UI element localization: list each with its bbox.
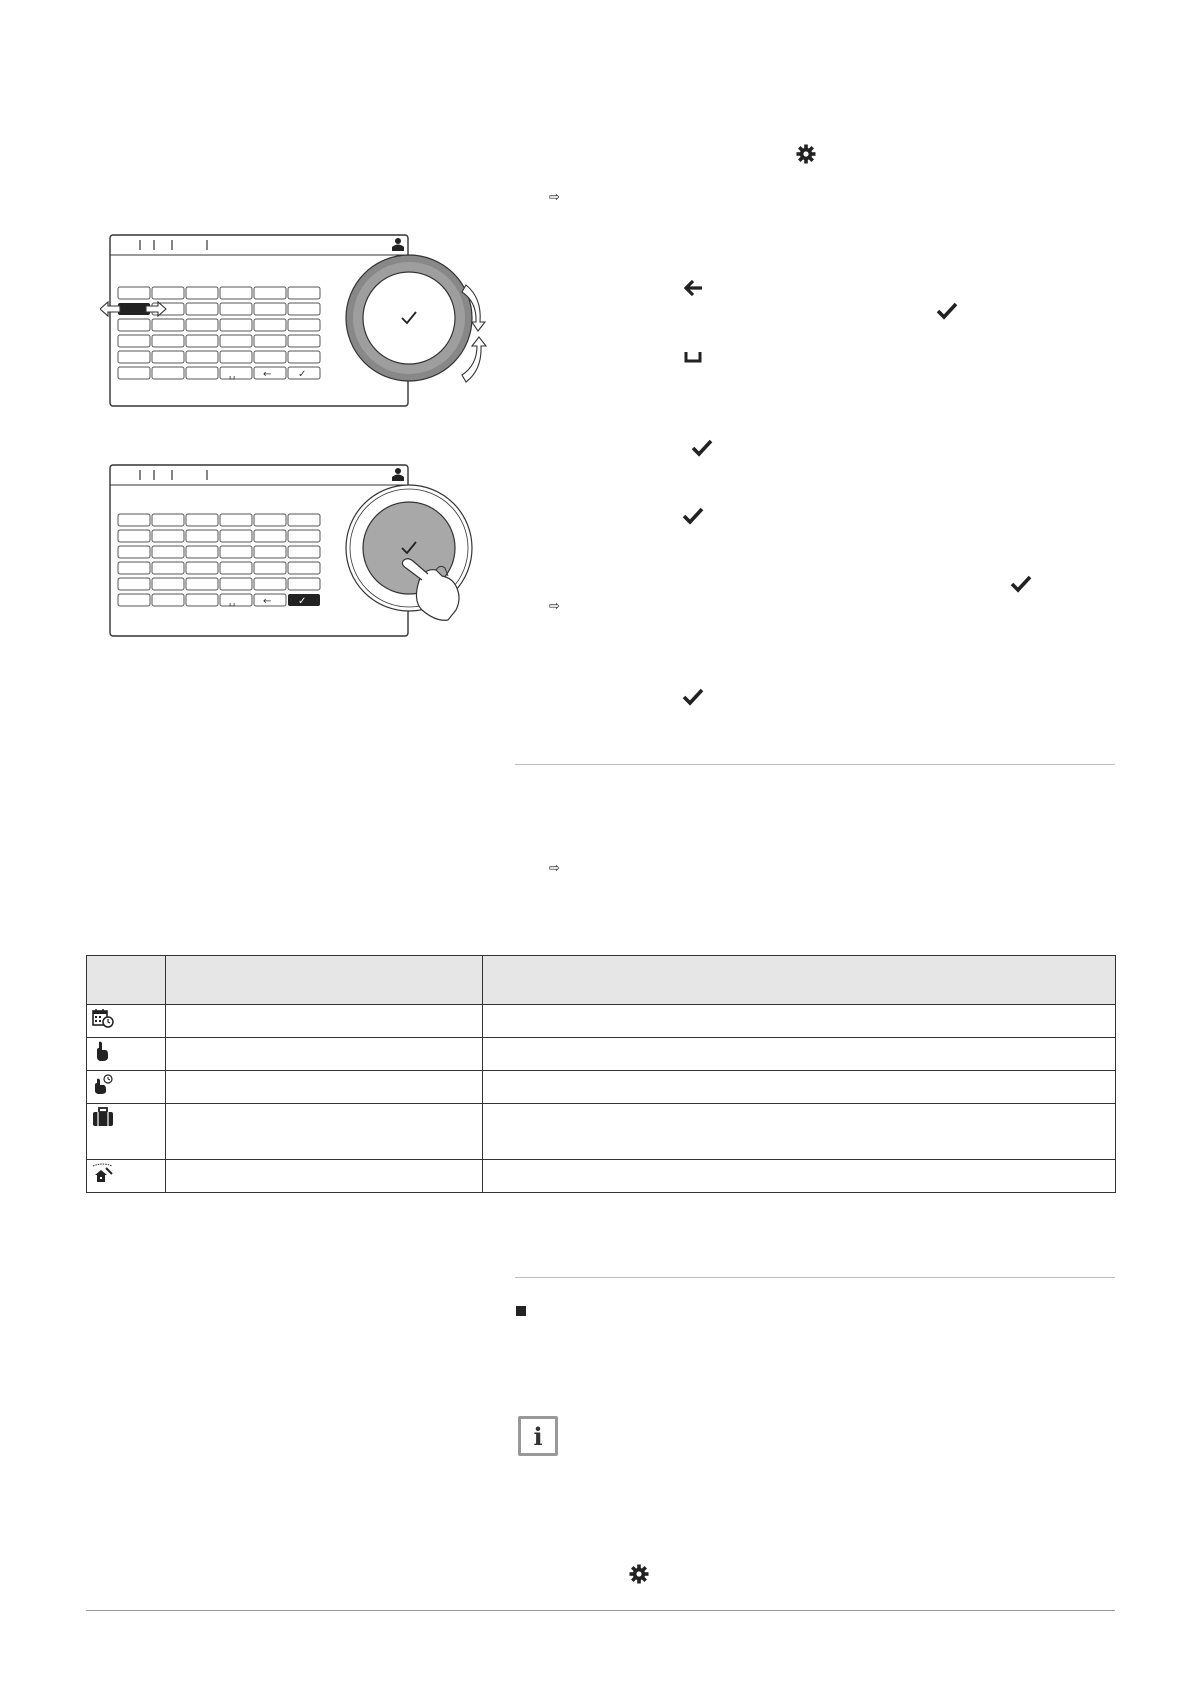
svg-text:␣: ␣: [229, 369, 236, 380]
hand-manual-icon: [92, 1041, 165, 1061]
svg-text:✓: ✓: [298, 596, 307, 607]
info-icon: [518, 1416, 558, 1456]
svg-text:✓: ✓: [298, 369, 307, 380]
square-bullet-icon: [516, 1306, 526, 1316]
result-arrow-icon: ⇨: [549, 190, 560, 205]
suitcase-icon: [92, 1107, 165, 1127]
table-row: [87, 1005, 1116, 1038]
figure-keyboard-rotate: [100, 230, 500, 412]
section-divider: [515, 764, 1115, 765]
checkmark-icon: [682, 688, 704, 706]
mode-description: [483, 1005, 1116, 1038]
operating-modes-table: [86, 955, 1116, 1193]
space-icon: [684, 351, 702, 363]
mode-name: [166, 1160, 483, 1193]
arrow-left-icon: [684, 279, 704, 297]
mode-description: [483, 1038, 1116, 1071]
gear-icon: [629, 1564, 649, 1584]
mode-description: [483, 1160, 1116, 1193]
table-row: [87, 1160, 1116, 1193]
info-label: i: [533, 1421, 543, 1451]
mode-name: [166, 1071, 483, 1104]
mode-name: [166, 1104, 483, 1160]
table-row: [87, 1104, 1116, 1160]
table-row: [87, 1038, 1116, 1071]
gear-icon: [796, 144, 816, 164]
table-header-row: [87, 956, 1116, 1005]
mode-description: [483, 1104, 1116, 1160]
header-description: [483, 956, 1116, 1005]
calendar-clock-icon: [92, 1008, 165, 1028]
result-arrow-icon: ⇨: [549, 861, 560, 876]
checkmark-icon: [691, 439, 713, 457]
mode-description: [483, 1071, 1116, 1104]
checkmark-icon: [1010, 575, 1032, 593]
figure-keyboard-press: [100, 460, 500, 642]
svg-text:←: ←: [263, 369, 272, 380]
hand-timer-icon: [92, 1074, 165, 1094]
remote-house-icon: [92, 1163, 165, 1183]
section-divider: [515, 1277, 1115, 1278]
result-arrow-icon: ⇨: [549, 599, 560, 614]
table-row: [87, 1071, 1116, 1104]
checkmark-icon: [936, 302, 958, 320]
header-icon: [87, 956, 166, 1005]
checkmark-icon: [682, 507, 704, 525]
mode-name: [166, 1038, 483, 1071]
header-mode: [166, 956, 483, 1005]
svg-text:←: ←: [263, 596, 272, 607]
mode-name: [166, 1005, 483, 1038]
footer-divider: [86, 1610, 1115, 1611]
svg-text:␣: ␣: [229, 596, 236, 607]
